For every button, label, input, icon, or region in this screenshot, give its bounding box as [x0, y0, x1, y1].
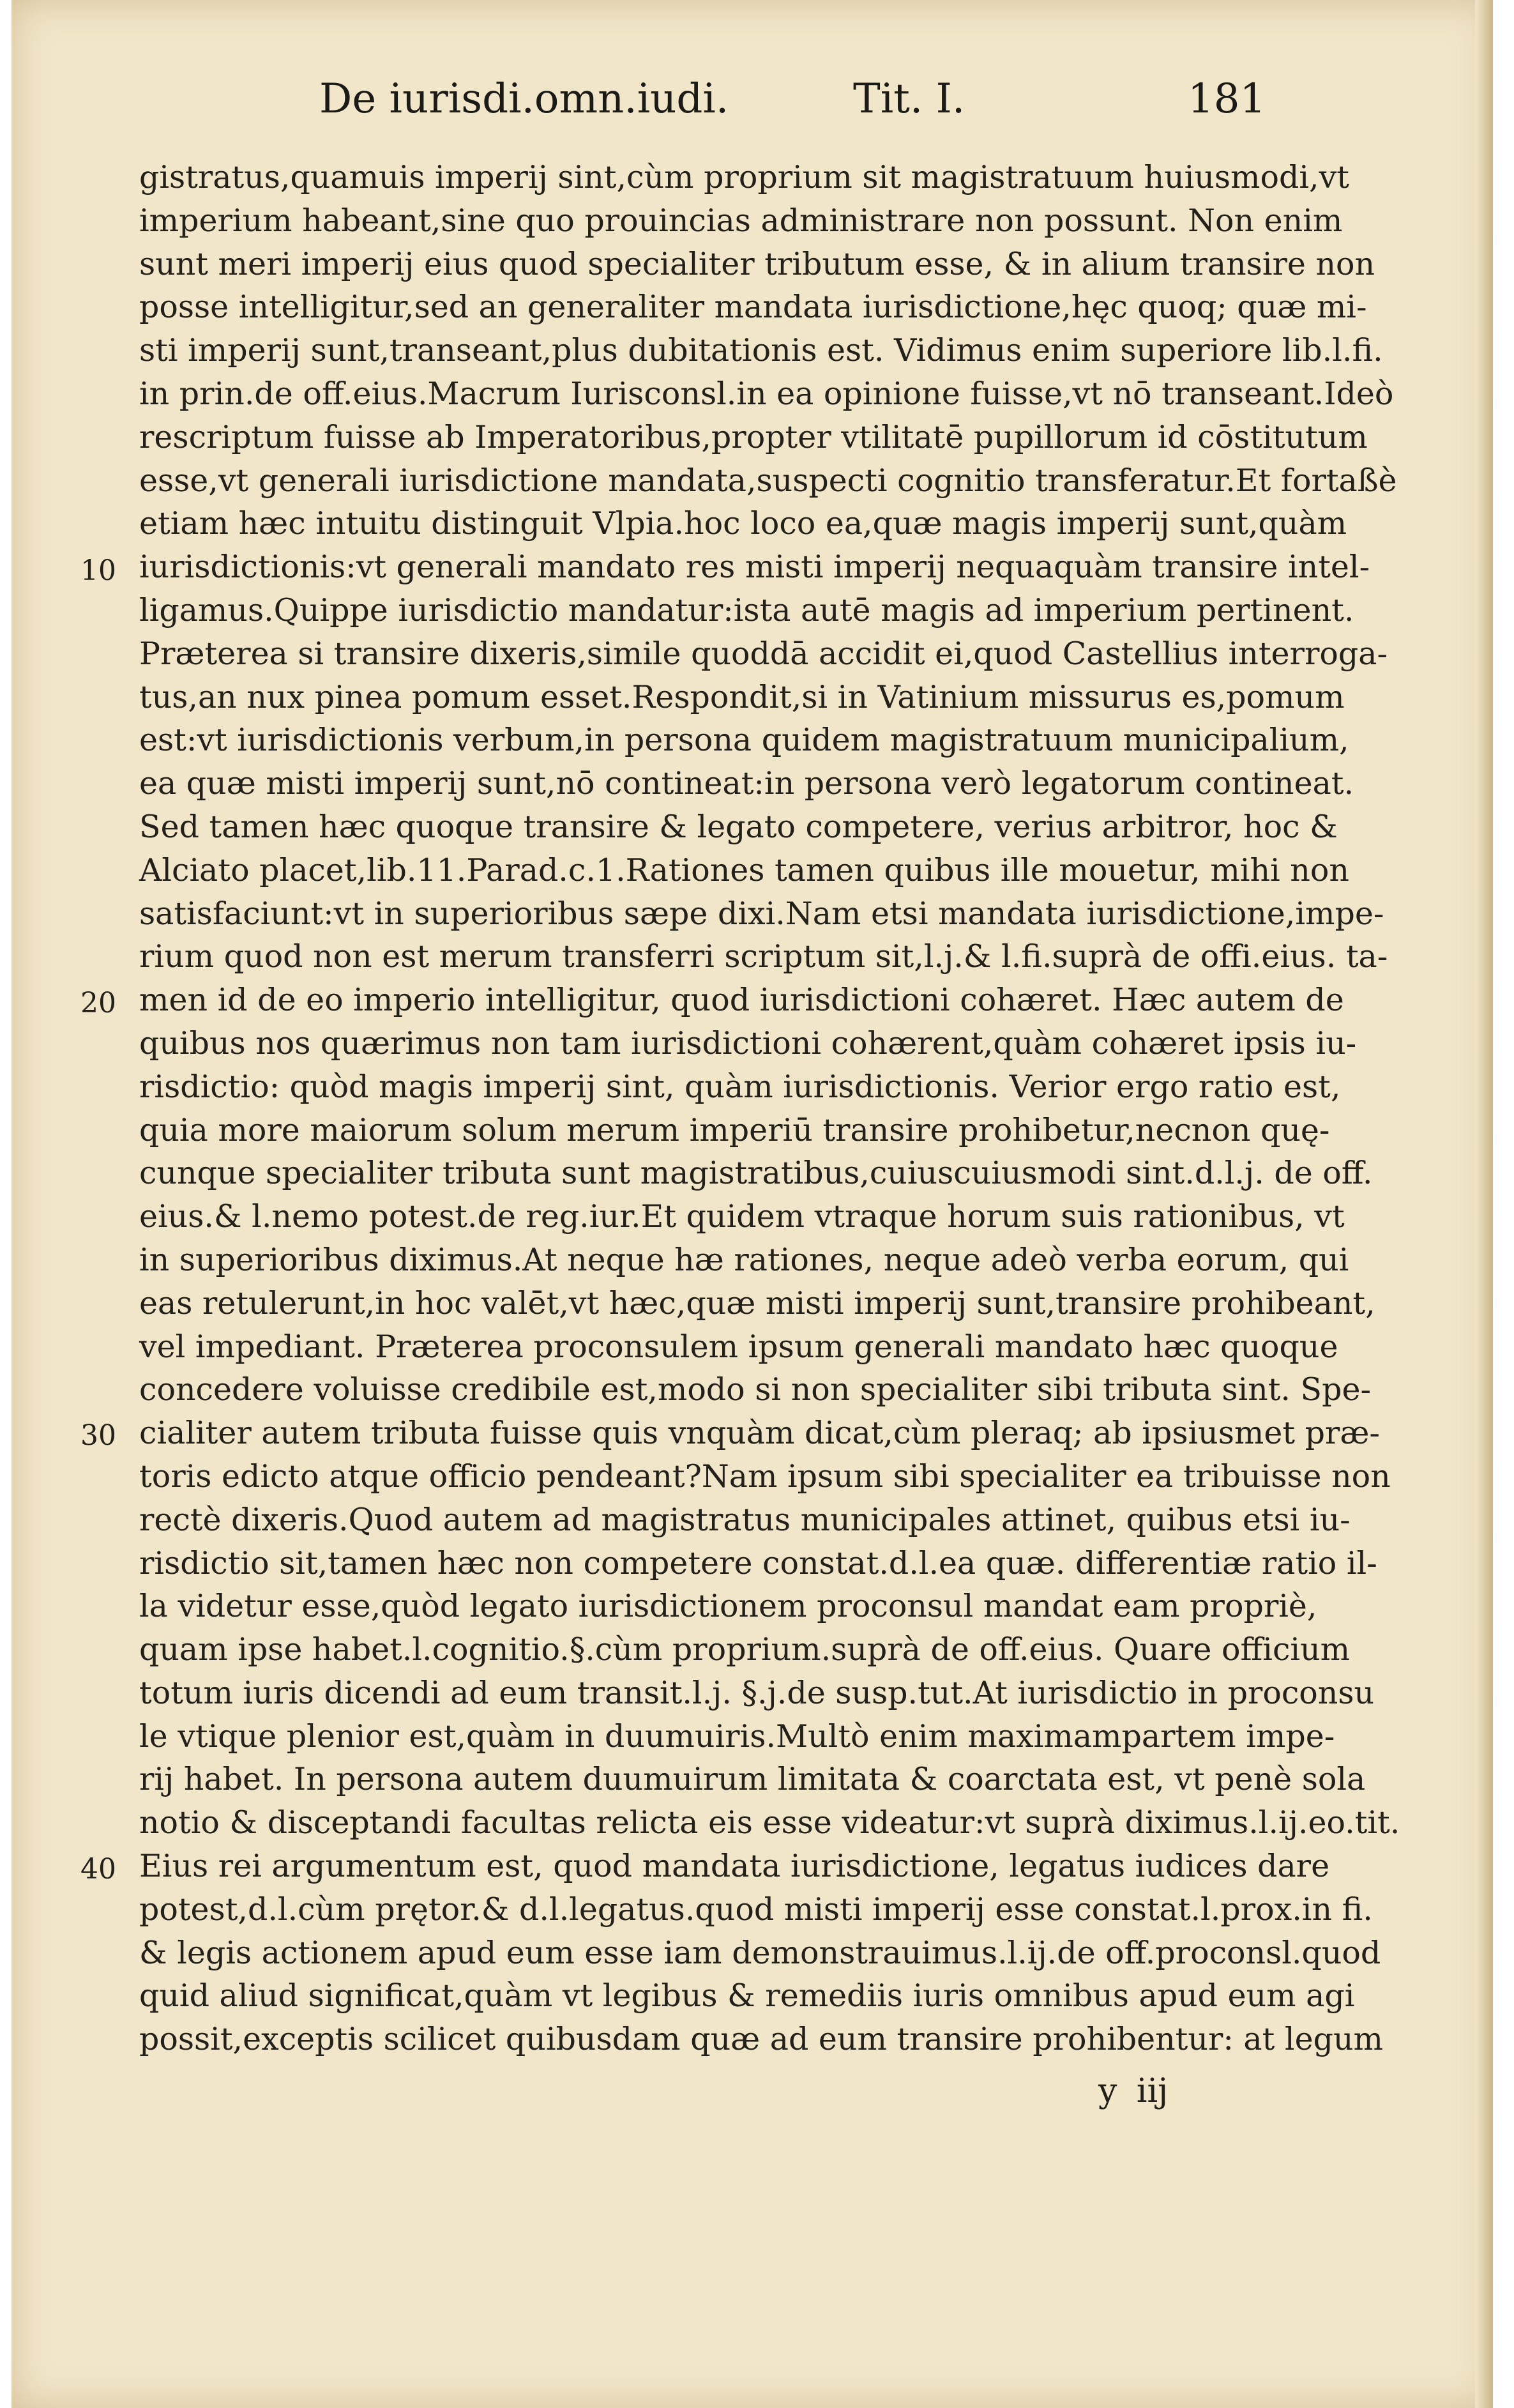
text-line: rescriptum fuisse ab Imperatoribus,propter vtilitatē pupillorum id cōstitutum: [139, 418, 1368, 455]
text-line: & legis actionem apud eum esse iam demonstrauimus.l.ij.de off.proconsl.quod: [139, 1934, 1381, 1971]
text-line: Sed tamen hæc quoque transire & legato competere, verius arbitror, hoc &: [139, 808, 1338, 845]
text-line: quid aliud significat,quàm vt legibus & remediis iuris omnibus apud eum agi: [139, 1977, 1355, 2015]
text-line: eius.& l.nemo potest.de reg.iur.Et quidem vtraque horum suis rationibus, vt: [139, 1198, 1345, 1235]
text-line: ea quæ misti imperij sunt,nō contineat:in persona verò legatorum contineat.: [139, 765, 1354, 802]
text-line: risdictio: quòd magis imperij sint, quàm iurisdictionis. Verior ergo ratio est,: [139, 1068, 1341, 1105]
text-line: sti imperij sunt,transeant,plus dubitationis est. Vidimus enim superiore lib.l.fi.: [139, 332, 1383, 369]
signature-mark: y iij: [1098, 2072, 1169, 2110]
text-line: quia more maiorum solum merum imperiū transire prohibetur,necnon quę-: [139, 1111, 1330, 1148]
text-line: esse,vt generali iurisdictione mandata,suspecti cognitio transferatur.Et fortaßè: [139, 462, 1397, 499]
text-line: iurisdictionis:vt generali mandato res misti imperij nequaquàm transire intel-: [139, 549, 1370, 586]
text-line: ligamus.Quippe iurisdictio mandatur:ista autē magis ad imperium pertinent.: [139, 591, 1354, 629]
body-text: [139, 156, 1400, 2061]
text-line: la videtur esse,quòd legato iurisdictionem proconsul mandat eam propriè,: [139, 1588, 1317, 1625]
text-line: men id de eo imperio intelligitur, quod iurisdictioni cohæret. Hæc autem de: [139, 982, 1344, 1019]
text-line: quam ipse habet.l.cognitio.§.cùm proprium.suprà de off.eius. Quare officium: [139, 1631, 1351, 1668]
text-line: possit,exceptis scilicet quibusdam quæ ad eum transire prohibentur: at legum: [139, 2021, 1383, 2058]
text-line: quibus nos quærimus non tam iurisdictioni cohærent,quàm cohæret ipsis iu-: [139, 1025, 1357, 1062]
text-line: potest,d.l.cùm prętor.& d.l.legatus.quod misti imperij esse constat.l.prox.in fi.: [139, 1891, 1373, 1928]
book-page: [11, 0, 1493, 2408]
text-line: Alciato placet,lib.11.Parad.c.1.Rationes tamen quibus ille mouetur, mihi non: [139, 851, 1349, 888]
text-line: tus,an nux pinea pomum esset.Respondit,si in Vatinium missurus es,pomum: [139, 678, 1345, 715]
text-line: sunt meri imperij eius quod specialiter tributum esse, & in alium transire non: [139, 245, 1375, 282]
text-line: gistratus,quamuis imperij sint,cùm proprium sit magistratuum huiusmodi,vt: [139, 159, 1349, 195]
text-line: eas retulerunt,in hoc valēt,vt hæc,quæ misti imperij sunt,transire prohibeant,: [139, 1284, 1375, 1322]
text-line: cialiter autem tributa fuisse quis vnquàm dicat,cùm pleraq; ab ipsiusmet præ-: [139, 1415, 1380, 1452]
text-line: rij habet. In persona autem duumuirum limitata & coarctata est, vt penè sola: [139, 1761, 1366, 1798]
text-line: rectè dixeris.Quod autem ad magistratus municipales attinet, quibus etsi iu-: [139, 1501, 1351, 1538]
text-line: risdictio sit,tamen hæc non competere constat.d.l.ea quæ. differentiæ ratio il-: [139, 1544, 1377, 1581]
margin-line-number: 40: [80, 1853, 116, 1886]
text-line: cunque specialiter tributa sunt magistratibus,cuiuscuiusmodi sint.d.l.j. de off.: [139, 1155, 1373, 1192]
text-line: toris edicto atque officio pendeant?Nam ipsum sibi specialiter ea tribuisse non: [139, 1458, 1391, 1495]
page-edge: [1475, 0, 1493, 2408]
text-line: rium quod non est merum transferri scriptum sit,l.j.& l.fi.suprà de offi.eius. ta-: [139, 938, 1388, 975]
text-line: Præterea si transire dixeris,simile quoddā accidit ei,quod Castellius interroga-: [139, 635, 1388, 672]
text-line: satisfaciunt:vt in superioribus sæpe dixi.Nam etsi mandata iurisdictione,impe-: [139, 895, 1384, 932]
page-header: [11, 75, 1493, 146]
text-line: in prin.de off.eius.Macrum Iurisconsl.in ea opinione fuisse,vt nō transeant.Ideò: [139, 375, 1394, 412]
text-line: est:vt iurisdictionis verbum,in persona quidem magistratuum municipalium,: [139, 722, 1349, 759]
text-line: vel impediant. Præterea proconsulem ipsum generali mandato hæc quoque: [139, 1328, 1338, 1365]
text-line: posse intelligitur,sed an generaliter mandata iurisdictione,hęc quoq; quæ mi-: [139, 289, 1367, 326]
text-line: le vtique plenior est,quàm in duumuiris.Multò enim maximampartem impe-: [139, 1718, 1335, 1755]
text-line: imperium habeant,sine quo prouincias administrare non possunt. Non enim: [139, 202, 1343, 239]
folio-number: 181: [1188, 75, 1266, 123]
section-title: Tit. I.: [853, 75, 965, 123]
text-line: Eius rei argumentum est, quod mandata iurisdictione, legatus iudices dare: [139, 1848, 1330, 1885]
text-line: totum iuris dicendi ad eum transit.l.j. §.j.de susp.tut.At iurisdictio in proconsu: [139, 1674, 1375, 1711]
text-line: etiam hæc intuitu distinguit Vlpia.hoc loco ea,quæ magis imperij sunt,quàm: [139, 505, 1347, 542]
margin-line-number: 20: [80, 987, 116, 1019]
text-line: notio & disceptandi facultas relicta eis esse videatur:vt suprà diximus.l.ij.eo.tit.: [139, 1804, 1400, 1841]
text-line: in superioribus diximus.At neque hæ rationes, neque adeò verba eorum, qui: [139, 1241, 1349, 1278]
running-title: De iurisdi.omn.iudi.: [319, 75, 729, 123]
margin-line-number: 10: [80, 554, 116, 587]
text-line: concedere voluisse credibile est,modo si non specialiter sibi tributa sint. Spe-: [139, 1371, 1372, 1408]
margin-line-number: 30: [80, 1419, 116, 1452]
